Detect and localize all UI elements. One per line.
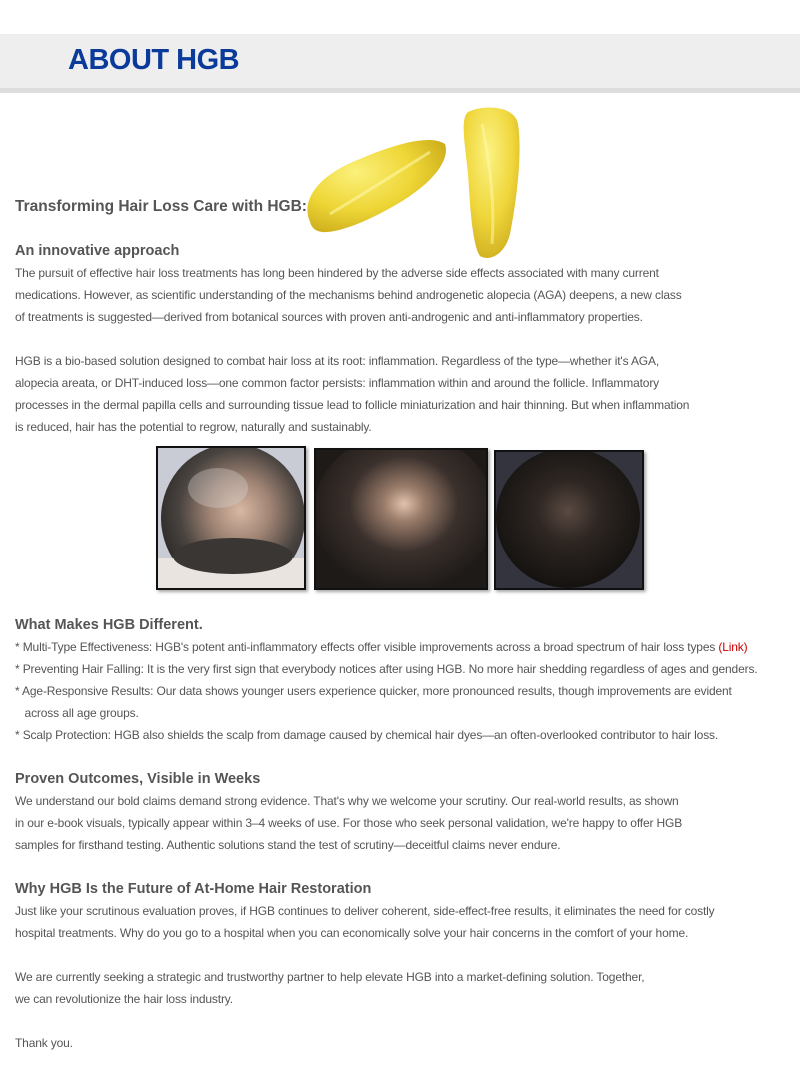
- bullet-item: [15, 636, 758, 658]
- text-line: of treatments is suggested—derived from botanical sources with proven anti-androgenic and anti-inflammatory properties.: [15, 310, 643, 324]
- text-line: in our e-book visuals, typically appear within 3–4 weeks of use. For those who seek personal validation, we're happy to offer HGB: [15, 816, 683, 830]
- bullet-item: * Preventing Hair Falling: It is the very first sign that everybody notices after using HGB. No more hair shedding regardless of ages and genders.: [15, 662, 758, 676]
- hgb-gel-image: [300, 104, 530, 266]
- text-line: samples for firsthand testing. Authentic solutions stand the test of scrutiny—deceitful claims never endure.: [15, 838, 561, 852]
- scalp-photo-2: [314, 448, 488, 590]
- text-line: we can revolutionize the hair loss industry.: [15, 992, 233, 1006]
- text-line: is reduced, hair has the potential to regrow, naturally and sustainably.: [15, 420, 372, 434]
- page-title: ABOUT HGB: [68, 44, 240, 76]
- closing-text: Thank you.: [15, 1036, 73, 1050]
- text-line: medications. However, as scientific understanding of the mechanisms behind androgenetic alopecia (AGA) deepens, a new class: [15, 288, 682, 302]
- bullet-item-continuation: across all age groups.: [15, 706, 139, 720]
- intro-title: Transforming Hair Loss Care with HGB:: [15, 198, 307, 215]
- outcomes-paragraph: [15, 790, 682, 856]
- future-paragraph: [15, 900, 715, 944]
- partner-paragraph: [15, 966, 644, 1010]
- text-line: We understand our bold claims demand strong evidence. That's why we welcome your scrutiny. Our real-world results, as shown: [15, 794, 679, 808]
- types-link[interactable]: (Link): [718, 640, 748, 654]
- outcomes-title: Proven Outcomes, Visible in Weeks: [15, 771, 261, 787]
- text-line: The pursuit of effective hair loss treatments has long been hindered by the adverse side effects associated with many current: [15, 266, 659, 280]
- intro-subtitle: An innovative approach: [15, 243, 180, 259]
- header-band: [0, 34, 800, 93]
- text-line: hospital treatments. Why do you go to a hospital when you can economically solve your hair concerns in the comfort of your home.: [15, 926, 689, 940]
- bullet-text: * Multi-Type Effectiveness: HGB's potent anti-inflammatory effects offer visible improvements across a broad spectrum of hair loss types: [15, 640, 719, 654]
- different-bullets: [15, 636, 758, 746]
- bullet-item: * Age-Responsive Results: Our data shows younger users experience quicker, more pronounced results, though improvements are evident: [15, 684, 732, 698]
- text-line: alopecia areata, or DHT-induced loss—one common factor persists: inflammation within and around the follicle. Inflammatory: [15, 376, 660, 390]
- text-line: We are currently seeking a strategic and trustworthy partner to help elevate HGB into a market-defining solution. Together,: [15, 970, 645, 984]
- bullet-item: * Scalp Protection: HGB also shields the scalp from damage caused by chemical hair dyes—an often-overlooked contributor to hair loss.: [15, 728, 719, 742]
- intro-paragraph-2: [15, 350, 689, 438]
- text-line: HGB is a bio-based solution designed to combat hair loss at its root: inflammation. Regardless of the type—whether it's AGA,: [15, 354, 660, 368]
- scalp-photo-1: [156, 446, 306, 590]
- text-line: processes in the dermal papilla cells and surrounding tissue lead to follicle miniaturization and hair thinning. But when inflammation: [15, 398, 690, 412]
- intro-paragraph-1: [15, 262, 682, 328]
- different-title: What Makes HGB Different.: [15, 617, 203, 633]
- scalp-photo-3: [494, 450, 644, 590]
- future-title: Why HGB Is the Future of At-Home Hair Restoration: [15, 881, 372, 897]
- text-line: Just like your scrutinous evaluation proves, if HGB continues to deliver coherent, side-effect-free results, it eliminates the need for costly: [15, 904, 715, 918]
